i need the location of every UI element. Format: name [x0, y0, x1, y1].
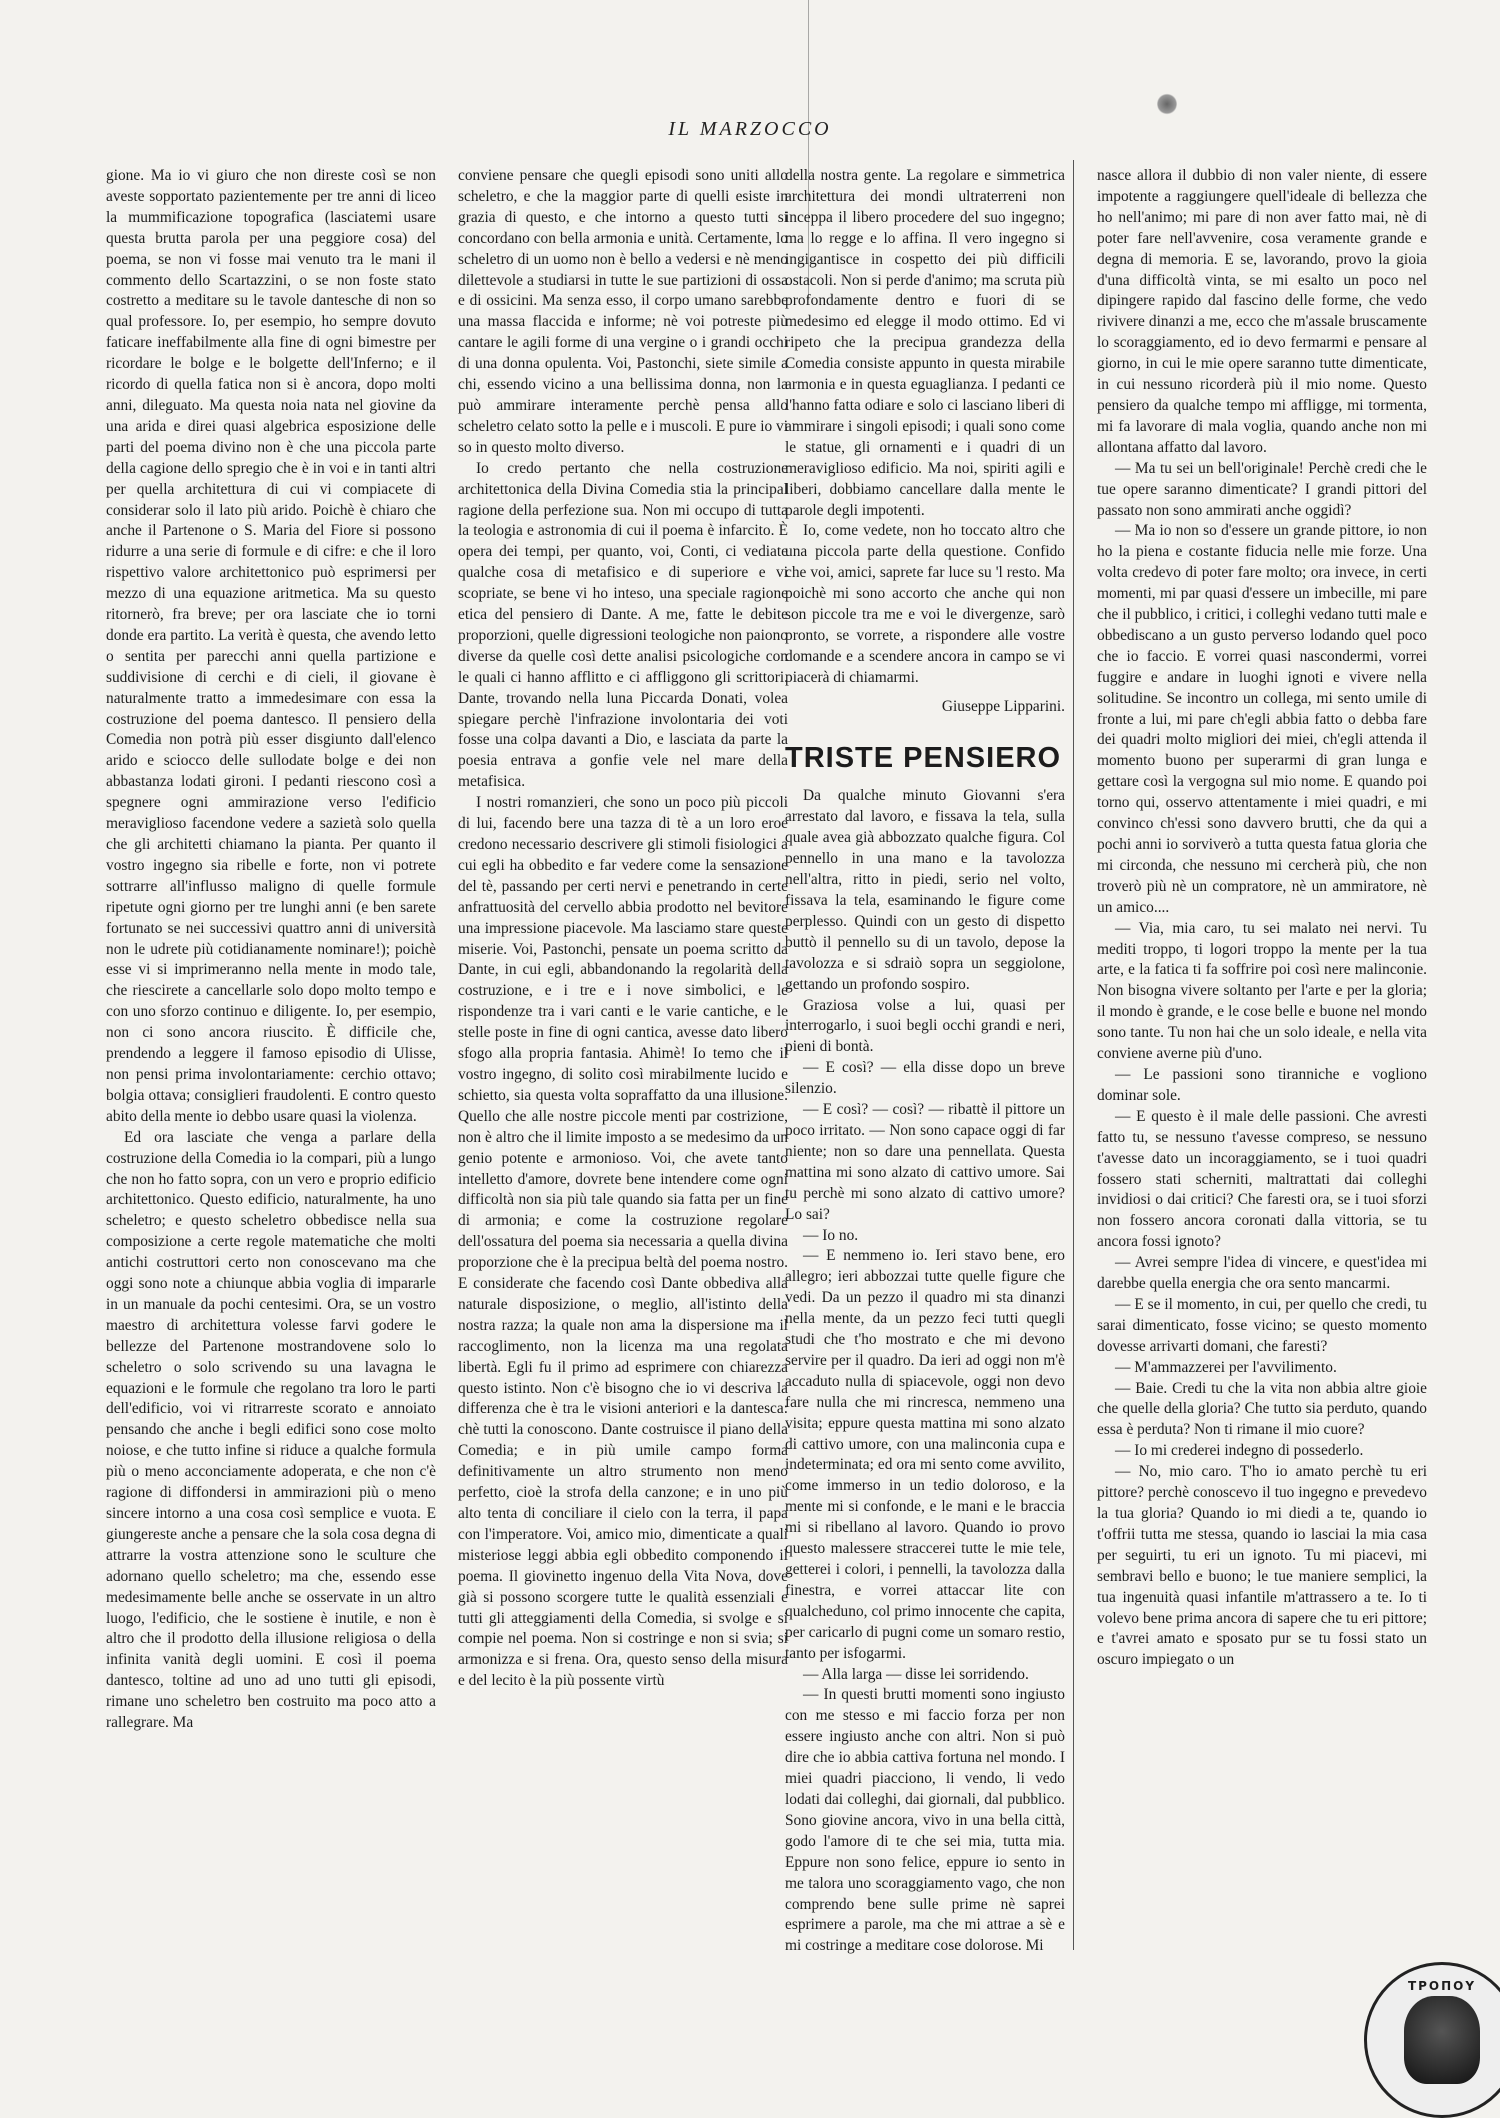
paragraph: Io, come vedete, non ho toccato altro che una piccola parte della questione. Confido che voi, amici, saprete far luce su 'l resto. Ma poichè mi sono accorto che anche qui non son piccole tra me e voi le divergenze, sarò pronto, se vorrete, a rispondere alle vostre domande e a scendere ancora in campo se vi piacerà di chiamarmi. — [785, 522, 1065, 686]
paragraph: nasce allora il dubbio di non valer niente, di essere impotente a raggiungere quell'ideale di bellezza che ho nell'animo; mi pare di non aver fatto mai, nè di poter fare nell'avvenire, cosa veramente grande e degna di memoria. E se, lavorando, provo la gioia d'una difficoltà vinta, se mi esalto un poco nel dipingere rapido dal fascino delle forme, che vedo rivivere dinanzi a me, ecco che m'assale bruscamente lo scoraggiamento, ed io devo fermarmi e pensare al giorno, in cui le mie opere saranno tutte dimenticate, in cui nessuno ricorderà più il mio nome. Questo pensiero da qualche tempo mi affligge, mi tormenta, mi fa lavorare di mala voglia, quando anche non mi allontana affatto dal lavoro. — [1097, 167, 1427, 456]
paragraph: — In questi brutti momenti sono ingiusto con me stesso e mi faccio forza per non essere ingiusto anche con altri. Non si può dire che io abbia cattiva fortuna nel mondo. I miei quadri piacciono, li vendo, li vedo lodati dai colleghi, dai giornali, dal pubblico. Sono giovine ancora, vivo in una bella città, godo l'amore di te che sei mia, tutta mia. Eppure non sono felice, eppure io sento in me talora uno scoraggiamento vago, che non comprendo bene sulle prime nè saprei esprimere a parole, ma che mi attrae a sè e mi costringe a meditare cose dolorose. Mi — [785, 1686, 1065, 1955]
paragraph: Ed ora lasciate che venga a parlare della costruzione della Comedia io la compari, più a lungo che non ho fatto sopra, con un vero e proprio edificio architettonico. Questo edificio, naturalmente, ha uno scheletro; e questo scheletro obbedisce nella sua composizione a certe regole matematiche che molti antichi costruttori certo non conoscevano ma che oggi sono note a chiunque abbia voglia di impararle in un manuale da pochi centesimi. Ora, se un vostro maestro di architettura volesse farvi godere le bellezze del Partenone mostrandovene solo lo scheletro o solo scrivendo su una lavagna le equazioni e le formule che regolano tra loro le parti dell'edificio, voi vi ritrarreste scorato e annoiato pensando che anche i begli edifici sono cose molto noiose, e che tutto infine si riduce a qualche formula più o meno acconciamente adoperata, e che non c'è ragione di diffondersi in ammirazioni più o meno sincere intorno a una cosa così semplice e vuota. E giungereste anche a pensare che la sola cosa degna di attrarre la vostra attenzione sono le sculture che adornano quello scheletro; ma che, essendo esse medesimamente belle anche se osservate in un altro luogo, l'edificio, che le sostiene è inutile, e non è altro che il prodotto della illusione religiosa o della infinita vanità degli uomini. E così il poema dantesco, toltine ad uno ad uno tutti gli episodi, rimane uno scheletro ben costruito ma poco atto a rallegrare. Ma — [106, 1128, 436, 1732]
stamp-emblem-icon — [1404, 1996, 1480, 2084]
paragraph: — E così? — così? — ribattè il pittore un poco irritato. — Non sono capace oggi di far niente; non so dare una pennellata. Questa mattina mi sono alzato di cattivo umore. Sai tu perchè mi sono alzato di cattivo umore? Lo sai? — [785, 1101, 1065, 1223]
article-title: TRISTE PENSIERO — [785, 741, 1062, 774]
author-signature: Giuseppe Lipparini. — [941, 697, 1065, 715]
page-header: IL MARZOCCO — [668, 118, 832, 140]
paragraph: — E nemmeno io. Ieri stavo bene, ero allegro; ieri abbozzai tutte quelle figure che vedi. Da un pezzo il quadro mi sta dinanzi nella mente, da un pezzo feci tutti quegli studi che t'ho mostrato e che mi devono servire per il quadro. Da ieri ad oggi non m'è accaduto nulla di spiacevole, oggi non devo fare nulla che mi rincresca, nemmeno una visita; eppure questa mattina mi sono alzato di cattivo umore, con una malinconia cupa e indeterminata; ed ora mi sento come avvilito, come immerso in un tedio doloroso, e la mente mi si confonde, e le mani e le braccia mi si ribellano al lavoro. Quando io provo questo malessere straccerei tutte le mie tele, getterei i colori, i pennelli, la tavolozza dalla finestra, e vorrei attaccar lite con qualcheduno, col primo innocente che capita, per caricarlo di pugni come un somaro restio, tanto per isfogarmi. — [785, 1247, 1065, 1662]
ink-blot — [1157, 93, 1177, 115]
paragraph: — Le passioni sono tiranniche e vogliono dominar sole. — [1097, 1065, 1427, 1104]
column-divider — [1073, 160, 1074, 1950]
paragraph: — Baie. Credi tu che la vita non abbia altre gioie che quelle della gloria? Che tutto sia perduto, quando essa è perduta? Non ti rimane il mio cuore? — [1097, 1379, 1427, 1439]
paragraph: — No, mio caro. T'ho io amato perchè tu eri pittore? perchè conoscevo il tuo ingegno e prevedevo la tua gloria? Quando io mi diedi a te, quando io t'offrii tutta me stessa, quando io lasciai la mia casa per seguirti, tu eri un ignoto. Tu mi piacevi, mi sembravi bello e buono; le tue maniere semplici, la tua ingenuità quasi infantile m'attrassero a te. Io ti volevo bene prima ancora di sapere che tu eri pittore; e t'avrei amato e sposato pur se tu fossi stato un oscuro impiegato o un — [1097, 1463, 1427, 1669]
paragraph: gione. Ma io vi giuro che non direste così se non aveste sopportato pazientemente per tre anni di liceo la mummificazione topografica (lasciatemi usare questa brutta parola per una peggiore cosa) del poema, se non vi fosse mai venuto tra le mani il commento dello Scartazzini, o se non foste stato costretto a meditare su le tavole dantesche di non so qual professore. Io, per esempio, ho sempre dovuto faticare ineffabilmente alla fine di ogni bimestre per ricordare le bolge e le bolgette dell'Inferno; e il ricordo di quella fatica non si è ancora, dopo molti anni, dileguato. Ma questa noia nata nel giovine da una arida e direi quasi algebrica esposizione delle parti del poema divino non è che una piccola parte della cagione dello spregio che è in voi e in tanti altri per quella architettura di cui vi compiacete di considerar solo il lato più arido. Poichè è chiaro che anche il Partenone o S. Maria del Fiore si possono ridurre a una serie di formule e di cifre: e che il loro rispettivo valore architettonico può esprimersi per mezzo di una equazione aritmetica. Ma su questo ritornerò, fra breve; per ora lasciate che io torni donde era partito. La verità è questa, che avendo letto o sentita per parecchi anni quella partizione e suddivisione di cerchi e di cieli, il giovane è naturalmente tratto a immedesimare con essa la costruzione del poema dantesco. Il pensiero della Comedia non potrà più esser disgiunto dall'elenco arido e sciocco delle sullodate bolge e dei non abbastanza lodati gironi. I pedanti riescono così a spegnere ogni ammirazione verso l'edificio meraviglioso facendone vedere a sazietà solo quella che gli architetti chiamano la pianta. Per quanto il vostro ingegno sia ribelle e forte, non vi potrete sottrarre all'influsso maligno di quelle formule ripetute ogni giorno per tre lunghi anni (e ben sarete fortunato se nei successivi quattro anni di università non le udrete più cotidianamente nominare!); poichè esse vi si imprimeranno nella mente in modo tale, che riescirete a cancellarle solo dopo molto tempo e con uno sforzo continuo e diligente. Io, per esempio, non ci sono ancora riuscito. È difficile che, prendendo a leggere il famoso episodio di Ulisse, non pensi prima involontariamente: cerchio ottavo; bolgia ottava; consiglieri fraudolenti. E contro questo abito della mente io debbo usare quasi la violenza. — [106, 167, 436, 1125]
paragraph: — M'ammazzerei per l'avvilimento. — [1115, 1358, 1337, 1376]
paragraph: Io credo pertanto che nella costruzione architettonica della Divina Comedia stia la principal ragione della perfezione sua. Non mi occupo di tutta la teologia e astronomia di cui il poema è infarcito. È opera dei tempi, per quanto, voi, Conti, ci vediate qualche cosa di metafisico e di superiore e vi scopriate, se bene vi ho inteso, una speciale ragione etica del pensiero di Dante. A me, fatte le debite proporzioni, quelle digressioni teologiche non paiono diverse da quelle così dette analisi psicologiche con le quali ci hanno afflitto e ci affliggono gli scrittori. Dante, trovando nella luna Piccarda Donati, volea spiegare perchè l'infrazione involontaria dei voti fosse una colpa davanti a Dio, e lasciata da parte la poesia entrava a gonfie vele nel mare della metafisica. — [458, 459, 788, 791]
column-1 — [106, 166, 436, 1966]
paragraph: — E se il momento, in cui, per quello che credi, tu sarai dimenticato, fosse vicino; se questo momento dovesse arrivarti domani, che faresti? — [1097, 1295, 1427, 1355]
paragraph: I nostri romanzieri, che sono un poco più piccoli di lui, facendo bere una tazza di tè a un loro eroe credono necessario descrivere gli stimoli fisiologici a cui egli ha obbedito e far vedere come la sensazione del tè, passando per certi nervi e penetrando in certe anfrattuosità del cervello abbia prodotto nel bevitore una impressione piacevole. Ma lasciamo stare queste miserie. Voi, Pastonchi, pensate un poema scritto da Dante, in cui egli, abbandonando la regolarità della costruzione, e i tre e i nove simbolici, e le rispondenze tra i vari canti e le varie cantiche, e le stelle poste in fine di ogni cantica, avesse dato libero sfogo alla propria fantasia. Ahimè! Io temo che il vostro ingegno, di solito così mirabilmente lucido e schietto, sia questa volta sopraffatto da una illusione. Quello che alle nostre piccole menti par costrizione, non è altro che il limite imposto a se medesimo da un genio potente e armonioso. Voi, che avete tanto intelletto d'amore, dovrete bene intendere come ogni difficoltà non sia più tale quando sia fatta per un fine di armonia; e come la costruzione regolare dell'ossatura del poema sia necessaria a quella divina proporzione che è la precipua beltà del poema nostro. E considerate che facendo così Dante obbediva alla naturale disposizione, o meglio, all'istinto della nostra razza; la quale non ama la dispersione ma il raccoglimento, non la licenza ma una regolata libertà. Egli fu il primo ad esprimere con chiarezza questo istinto. Non c'è bisogno che io vi descriva la differenza che è tra le visioni anteriori e la dantesca: chè tutti la conoscono. Dante costruisce il piano della Comedia; e in più umile campo forma definitivamente un altro strumento non meno perfetto, cioè la strofa della canzone; e in uno più alto tenta di conciliare il cielo con la terra, il papa con l'imperatore. Voi, amico mio, dimenticate a quali misteriose leggi abbia egli obbedito componendo il poema. Il giovinetto ingenuo della Vita Nova, dove già si possono scorgere tutte le qualità essenziali e tutti gli atteggiamenti della Comedia, si svolge e si compie nel poema. Non si costringe e non si svia; si armonizza e si frena. Ora, questo senso della misura e del lecito è la più possente virtù — [458, 794, 788, 1690]
paragraph: — Io mi crederei indegno di possederlo. — [1115, 1442, 1364, 1460]
paragraph: della nostra gente. La regolare e simmetrica architettura dei mondi ultraterreni non inceppa il libero procedere del suo ingegno; ma lo regge e lo affina. Il vero ingegno si ingigantisce in cospetto dei più difficili ostacoli. Non si perde d'animo; ma scruta più profondamente dentro e fuori di se medesimo ed elegge il modo ottimo. Ed vi ripeto che la precipua grandezza della Comedia consiste appunto in questa mirabile armonia e in questa eguaglianza. I pedanti ce l'hanno fatta odiare e solo ci lasciano liberi di ammirare i singoli episodi; i quali sono come le statue, gli ornamenti e i quadri di un meraviglioso edificio. Ma noi, spiriti agili e liberi, dobbiamo cancellare dalla mente le parole degli impotenti. — [785, 167, 1065, 519]
column-3 — [785, 166, 1065, 1966]
stamp-text: ΤΡΟΠΟΥ — [1407, 1979, 1477, 1993]
library-stamp — [1364, 1962, 1500, 2118]
paragraph: — Avrei sempre l'idea di vincere, e quest'idea mi darebbe quella energia che ora sento mancarmi. — [1097, 1254, 1427, 1293]
paragraph: — E questo è il male delle passioni. Che avresti fatto tu, se nessuno t'avesse compreso, se nessuno t'avesse dato un incoraggiamento, se i tuoi quadri fossero stati scherniti, maltrattati dai colleghi invidiosi o dai critici? Che faresti ora, se i tuoi sforzi non fossero ancora coronati dalla vittoria, se tu ancora fossi ignoto? — [1097, 1107, 1427, 1251]
paragraph: — Ma io non so d'essere un grande pittore, io non ho la piena e costante fiducia nelle mie forze. Una volta credevo di poter fare molto; ora invece, in certi momenti, mi par quasi d'essere un imbecille, mi pare che il pubblico, i critici, i colleghi vedano tutti male e obbediscano a un gusto perverso lodando quel poco che io faccio. E vorrei quasi nascondermi, vorrei fuggire e andare in luoghi ignoti e vivere nella solitudine. Se incontro un collega, mi sento umile di fronte a lui, mi pare ch'egli abbia fatto o debba fare dei quadri molto migliori dei miei, ch'egli attenda il momento buono per superarmi di gran lunga e gettare così la vergogna sul mio nome. E quando poi torno qui, osservo attentamente i miei quadri, e mi convinco ch'essi sono davvero brutti, che da qui a pochi anni io sorviverò a tutta questa fatua gloria che mi circonda, che nessuno mi cercherà più, che non troverò più nè un compratore, nè un ammiratore, nè un amico.... — [1097, 522, 1427, 916]
paragraph: — Via, mia caro, tu sei malato nei nervi. Tu mediti troppo, ti logori troppo la mente per la tua arte, e la fatica ti fa soffrire poi così nere malinconie. Non bisogna vivere soltanto per l'arte e per la gloria; il mondo è grande, e le cose belle e buone nel mondo sono tante. Tu non hai che un solo ideale, e nella vita conviene averne più d'uno. — [1097, 919, 1427, 1063]
column-2 — [458, 166, 788, 1966]
paragraph: — Io no. — [803, 1226, 859, 1244]
paragraph: Da qualche minuto Giovanni s'era arrestato dal lavoro, e fissava la tela, sulla quale avea già abbozzato qualche figura. Col pennello in una mano e la tavolozza nell'altra, ritto in piedi, serio nel volto, fissava la tela, esaminando le figure come perplesso. Quindi con un gesto di dispetto buttò il pennello su di un tavolo, depose la tavolozza e si sdraiò sopra un seggiolone, gettando un profondo sospiro. — [785, 787, 1065, 993]
paragraph: — E così? — ella disse dopo un breve silenzio. — [785, 1059, 1065, 1098]
paragraph: — Ma tu sei un bell'originale! Perchè credi che le tue opere saranno dimenticate? I grandi pittori del passato non sono ammirati anche oggidì? — [1097, 459, 1427, 519]
column-4 — [1097, 166, 1427, 1966]
paragraph: Graziosa volse a lui, quasi per interrogarlo, i suoi begli occhi grandi e neri, pieni di bontà. — [785, 996, 1065, 1056]
paragraph: conviene pensare che quegli episodi sono uniti allo scheletro, e che la maggior parte di quelli esiste in grazia di questo, e che intorno a questo tutti si concordano con bella armonia e unità. Certamente, lo scheletro di un uomo non è bello a vedersi e nè meno dilettevole a studiarsi in tutte le sue partizioni di ossa e di ossicini. Ma senza esso, il corpo umano sarebbe una massa flaccida e informe; nè voi potreste più cantare le agili forme di una vergine o i grandi occhi di una donna opulenta. Voi, Pastonchi, siete simile a chi, essendo vicino a una bellissima donna, non la può ammirare interamente perchè pensa allo scheletro celato sotto la pelle e i muscoli. E pure io vi so in questo molto diverso. — [458, 167, 788, 456]
paragraph: — Alla larga — disse lei sorridendo. — [803, 1665, 1029, 1683]
